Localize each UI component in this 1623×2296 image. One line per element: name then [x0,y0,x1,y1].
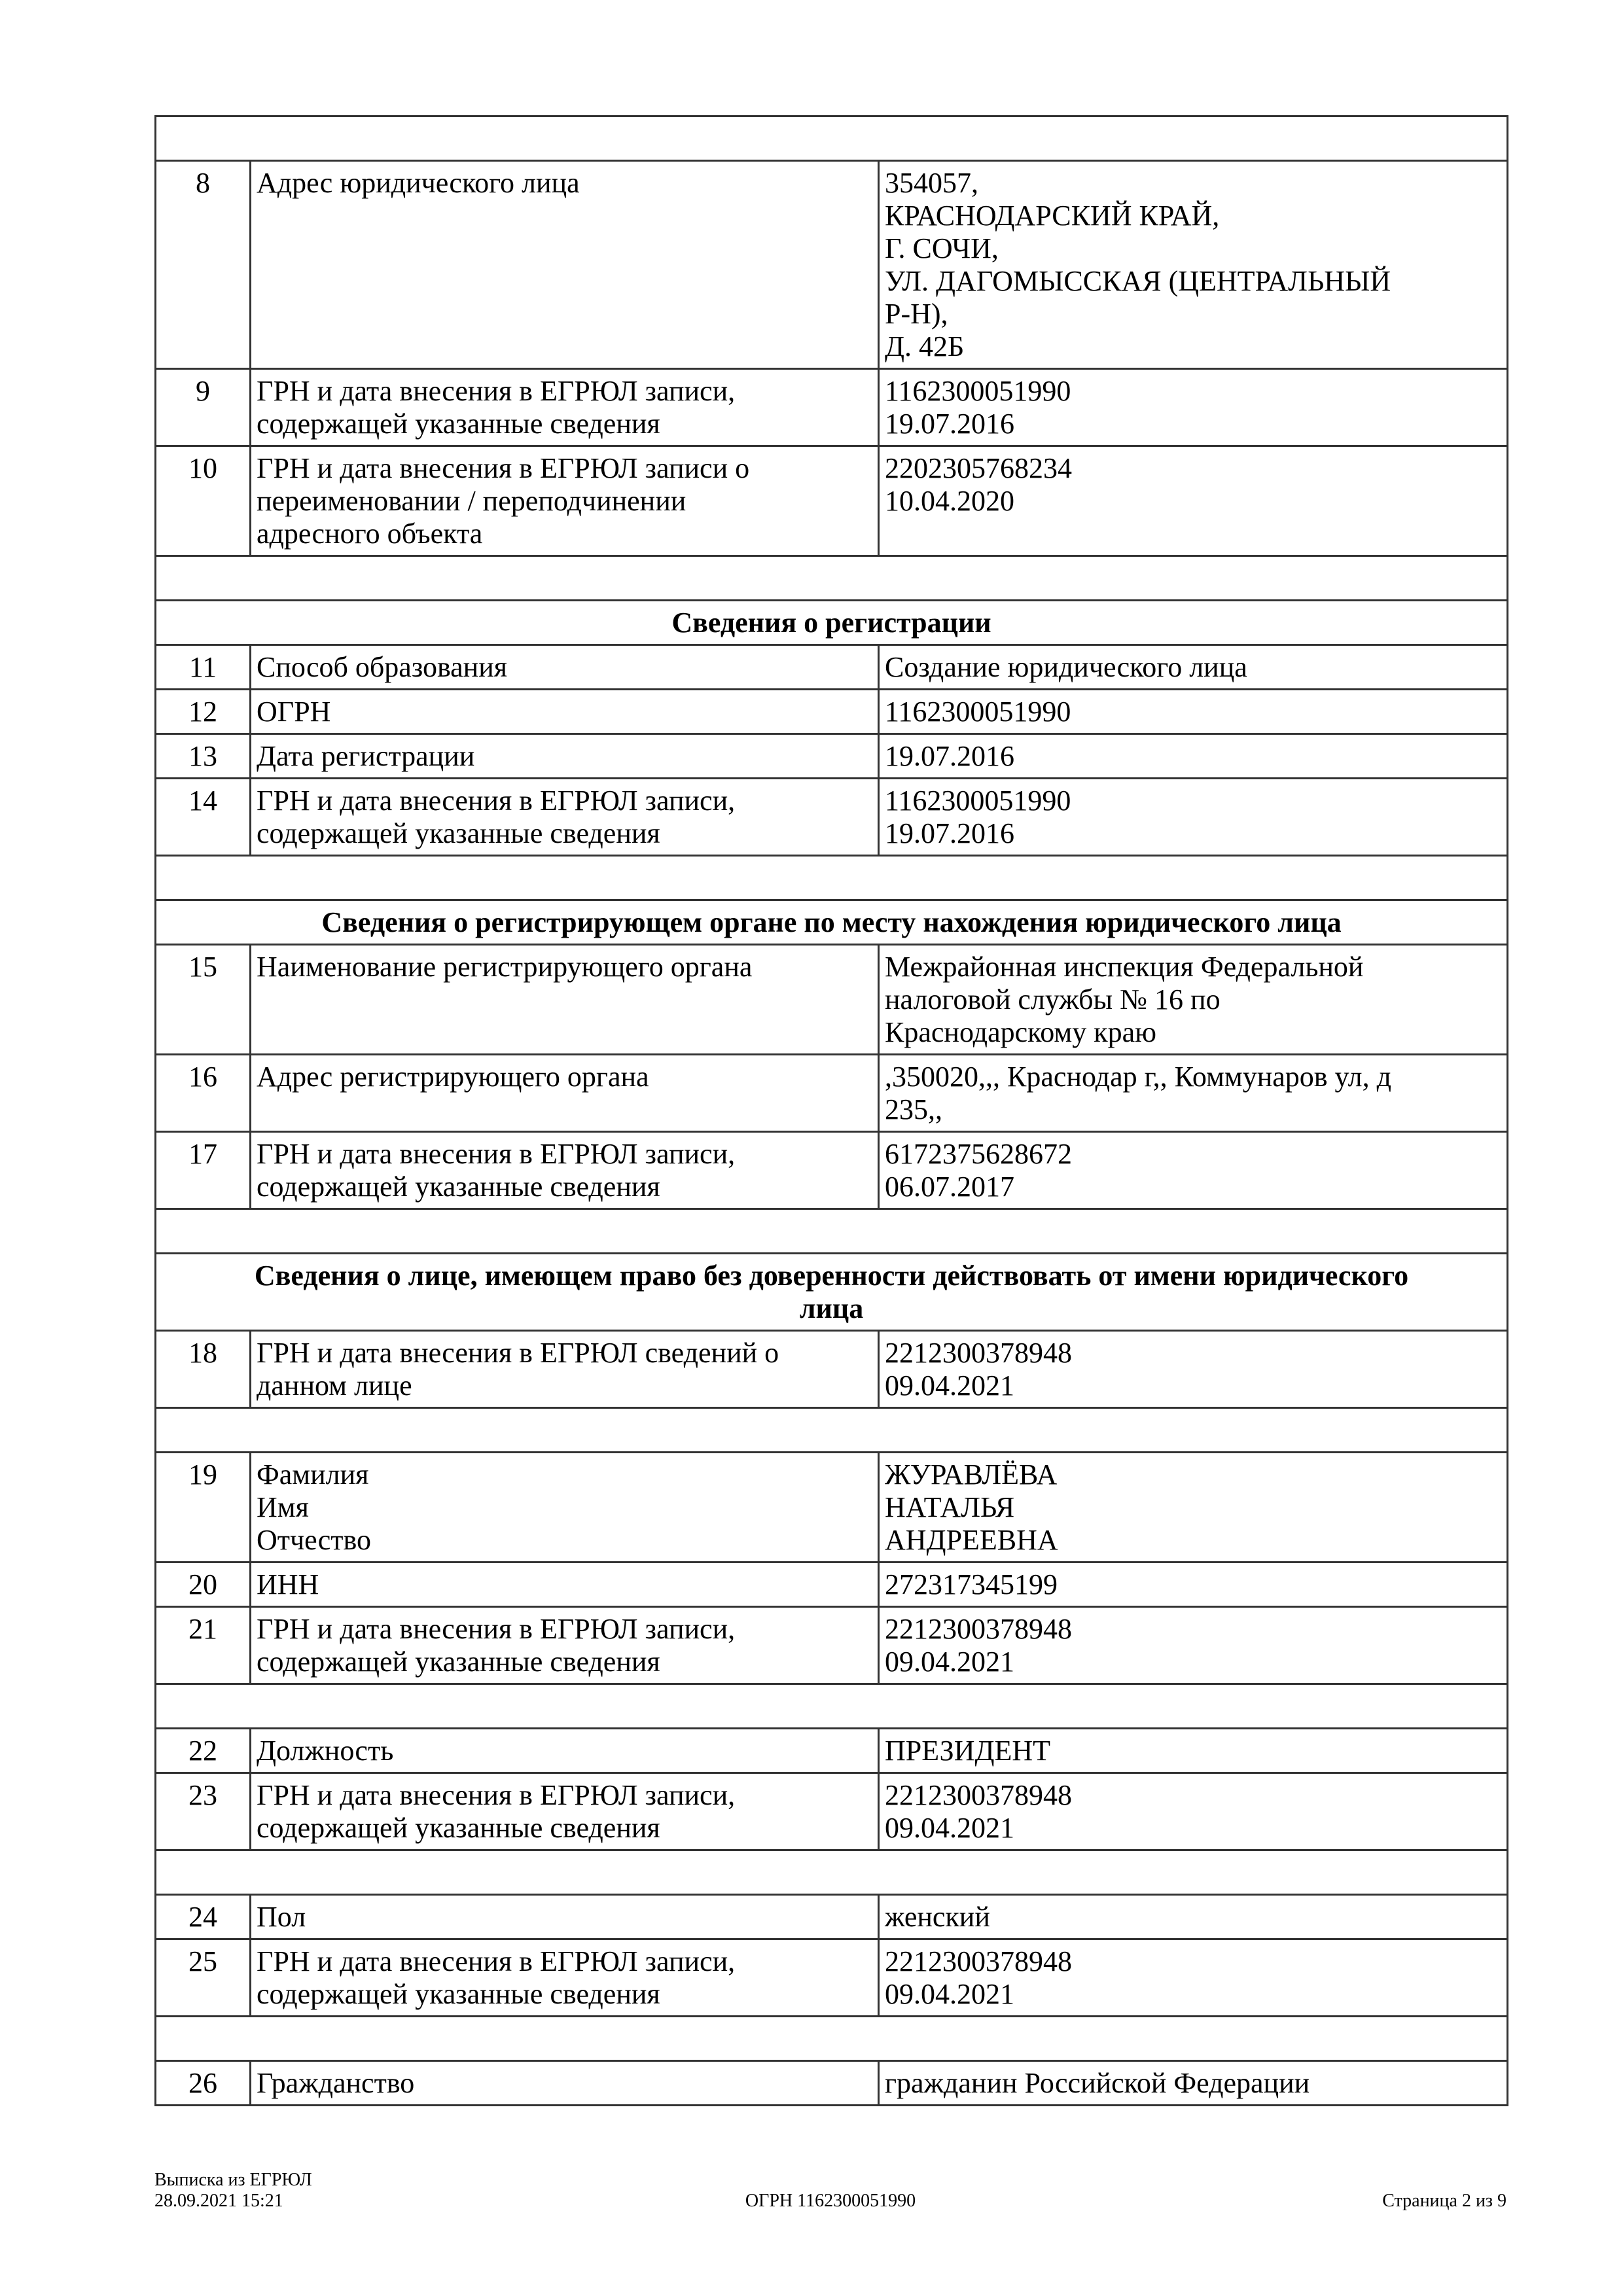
table-row-13 [156,734,1508,779]
row-label: ГРН и дата внесения в ЕГРЮЛ записи, содержащей указанные сведения [251,369,879,446]
row-label: Фамилия Имя Отчество [251,1453,879,1563]
footer-page-number: Страница 2 из 9 [1382,2191,1507,2211]
table-row-9 [156,369,1508,446]
row-label: Адрес регистрирующего органа [251,1055,879,1132]
row-number: 24 [156,1895,251,1939]
row-value-authority-name: Межрайонная инспекция Федеральной налоговой службы № 16 по Краснодарскому краю [879,945,1508,1055]
row-label: ОГРН [251,690,879,734]
table-row-15 [156,945,1508,1055]
row-number: 16 [156,1055,251,1132]
table-row-19 [156,1453,1508,1563]
blank-row [156,856,1508,900]
row-number: 14 [156,779,251,856]
table-row-8 [156,161,1508,369]
row-label: ГРН и дата внесения в ЕГРЮЛ записи, содержащей указанные сведения [251,1939,879,2017]
blank-row [156,2017,1508,2061]
blank-row [156,1850,1508,1895]
row-value-position: ПРЕЗИДЕНТ [879,1729,1508,1773]
table-row-11 [156,645,1508,690]
row-label: Должность [251,1729,879,1773]
egrul-extract-table [154,115,1508,2106]
table-row-10 [156,446,1508,556]
row-number: 12 [156,690,251,734]
row-number: 13 [156,734,251,779]
row-value-ogrn: 1162300051990 [879,690,1508,734]
row-number: 19 [156,1453,251,1563]
section-header-registering-authority [156,900,1508,945]
row-number: 15 [156,945,251,1055]
footer-ogrn: ОГРН 1162300051990 [745,2191,916,2211]
row-label: Дата регистрации [251,734,879,779]
row-value: 2202305768234 10.04.2020 [879,446,1508,556]
row-value-legal-address: 354057, КРАСНОДАРСКИЙ КРАЙ, Г. СОЧИ, УЛ. ДАГОМЫССКАЯ (ЦЕНТРАЛЬНЫЙ Р-Н), Д. 42Б [879,161,1508,369]
row-label: ГРН и дата внесения в ЕГРЮЛ записи, содержащей указанные сведения [251,1132,879,1209]
row-number: 25 [156,1939,251,2017]
row-value: 1162300051990 19.07.2016 [879,779,1508,856]
row-label: Пол [251,1895,879,1939]
blank-row [156,116,1508,161]
table-row-18 [156,1331,1508,1408]
row-value: 2212300378948 09.04.2021 [879,1607,1508,1684]
row-label: ГРН и дата внесения в ЕГРЮЛ записи о переименовании / переподчинении адресного объекта [251,446,879,556]
row-label: ГРН и дата внесения в ЕГРЮЛ записи, содержащей указанные сведения [251,1607,879,1684]
row-value: 2212300378948 09.04.2021 [879,1773,1508,1850]
table-row-24 [156,1895,1508,1939]
row-label: Способ образования [251,645,879,690]
row-number: 23 [156,1773,251,1850]
row-label: ИНН [251,1563,879,1607]
row-value-inn: 272317345199 [879,1563,1508,1607]
row-number: 22 [156,1729,251,1773]
section-header-authorized-person [156,1254,1508,1331]
section-title: Сведения о регистрирующем органе по месту нахождения юридического лица [156,900,1508,945]
table-row-12 [156,690,1508,734]
row-number: 10 [156,446,251,556]
row-value-gender: женский [879,1895,1508,1939]
row-number: 20 [156,1563,251,1607]
table-row-20 [156,1563,1508,1607]
table-row-26 [156,2061,1508,2106]
table-row-21 [156,1607,1508,1684]
row-label: Адрес юридического лица [251,161,879,369]
row-value-registration-date: 19.07.2016 [879,734,1508,779]
section-title: Сведения о лице, имеющем право без доверенности действовать от имени юридического лица [156,1254,1508,1331]
row-label: ГРН и дата внесения в ЕГРЮЛ сведений о данном лице [251,1331,879,1408]
blank-row [156,1209,1508,1254]
table-row-25 [156,1939,1508,2017]
row-label: ГРН и дата внесения в ЕГРЮЛ записи, содержащей указанные сведения [251,1773,879,1850]
table-row-17 [156,1132,1508,1209]
row-value: 6172375628672 06.07.2017 [879,1132,1508,1209]
table-row-23 [156,1773,1508,1850]
row-value-citizenship: гражданин Российской Федерации [879,2061,1508,2106]
row-number: 17 [156,1132,251,1209]
row-label: Гражданство [251,2061,879,2106]
row-value: 2212300378948 09.04.2021 [879,1331,1508,1408]
row-value: Создание юридического лица [879,645,1508,690]
row-value: 1162300051990 19.07.2016 [879,369,1508,446]
row-label: Наименование регистрирующего органа [251,945,879,1055]
table-row-22 [156,1729,1508,1773]
row-label: ГРН и дата внесения в ЕГРЮЛ записи, содержащей указанные сведения [251,779,879,856]
table-row-16 [156,1055,1508,1132]
row-number: 9 [156,369,251,446]
row-number: 8 [156,161,251,369]
row-number: 26 [156,2061,251,2106]
row-number: 21 [156,1607,251,1684]
footer-doc-title: Выписка из ЕГРЮЛ [154,2170,312,2190]
blank-row [156,1684,1508,1729]
row-value-authority-address: ,350020,,, Краснодар г,, Коммунаров ул, д 235,, [879,1055,1508,1132]
section-header-registration [156,601,1508,645]
table-row-14 [156,779,1508,856]
row-value-full-name: ЖУРАВЛЁВА НАТАЛЬЯ АНДРЕЕВНА [879,1453,1508,1563]
blank-row [156,1408,1508,1453]
row-number: 11 [156,645,251,690]
footer-datetime: 28.09.2021 15:21 [154,2191,283,2211]
row-value: 2212300378948 09.04.2021 [879,1939,1508,2017]
row-number: 18 [156,1331,251,1408]
blank-row [156,556,1508,601]
section-title: Сведения о регистрации [156,601,1508,645]
